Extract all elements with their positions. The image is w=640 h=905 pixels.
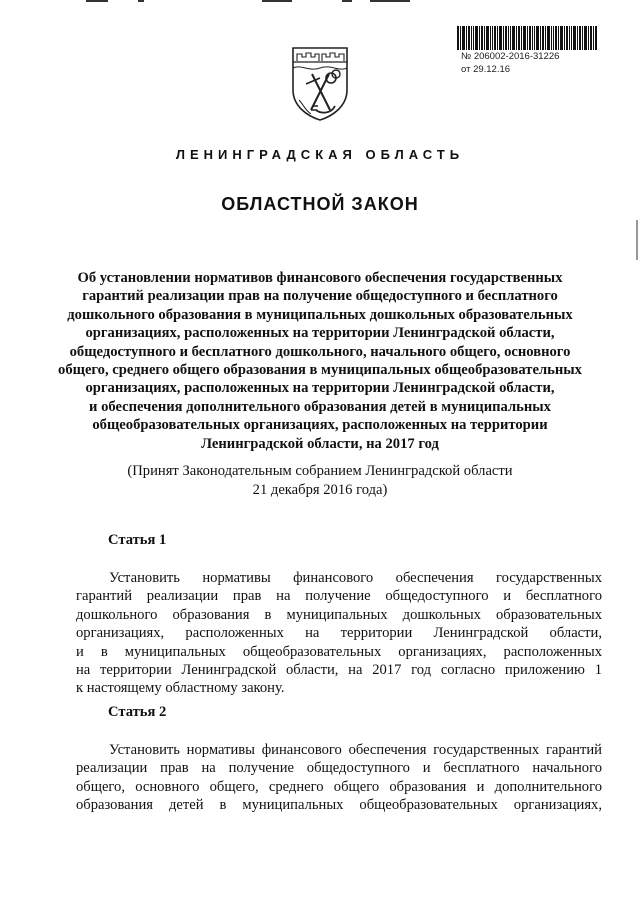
title-line: Ленинградской области, на 2017 год (201, 435, 439, 452)
article-1-body (76, 569, 602, 698)
title-line: общего, среднего общего образования в муниципальных общеобразовательных (58, 362, 582, 379)
article-line: общего, основного общего, среднего общего образования и дополнительного (76, 778, 602, 795)
article-line: Установить нормативы финансового обеспечения государственных гарантий (109, 742, 602, 758)
article-line: на территории Ленинградской области, на 2017 год согласно приложению 1 (76, 662, 602, 679)
article-line: организациях, расположенных на территории Ленинградской области, (76, 625, 602, 642)
registration-date: от 29.12.16 (461, 64, 511, 75)
scan-artifact (370, 0, 410, 2)
article-line: гарантий реализации прав на получение общедоступного и бесплатного (76, 588, 602, 605)
scan-artifact (138, 0, 144, 2)
title-line: гарантий реализации прав на получение общедоступного и бесплатного (82, 288, 558, 305)
scan-artifact (342, 0, 352, 2)
article-line: и в муниципальных общеобразовательных организациях, расположенных (76, 643, 602, 660)
article-line: дошкольного образования в муниципальных дошкольных образовательных (76, 606, 602, 623)
scan-artifact (636, 220, 638, 260)
adoption-line: (Принят Законодательным собранием Ленинградской области (127, 463, 513, 479)
document-type: ОБЛАСТНОЙ ЗАКОН (221, 194, 419, 214)
registration-block (457, 26, 597, 76)
title-line: организациях, расположенных на территории Ленинградской области, (85, 380, 555, 397)
article-2-heading: Статья 2 (108, 704, 167, 720)
title-line: организациях, расположенных на территории Ленинградской области, (85, 325, 555, 342)
region-name: ЛЕНИНГРАДСКАЯ ОБЛАСТЬ (175, 147, 465, 162)
title-line: Об установлении нормативов финансового обеспечения государственных (77, 270, 563, 286)
article-line: реализации прав на получение общедоступного и бесплатного начального (76, 760, 602, 777)
title-line: общедоступного и бесплатного дошкольного, начального общего, основного (69, 343, 571, 360)
adoption-line: 21 декабря 2016 года) (252, 482, 388, 498)
barcode-icon (457, 26, 597, 50)
title-line: дошкольного образования в муниципальных дошкольных образовательных (67, 306, 573, 323)
scan-artifact (262, 0, 292, 2)
title-line: общеобразовательных организациях, расположенных на территории (92, 417, 548, 434)
adoption-note (0, 462, 640, 500)
article-1-heading: Статья 1 (108, 532, 167, 548)
registration-number: № 206002-2016-31226 (461, 51, 560, 62)
scan-artifact (86, 0, 108, 2)
article-line: Установить нормативы финансового обеспечения государственных (109, 570, 602, 586)
leningrad-oblast-coat-of-arms-icon (289, 44, 351, 122)
article-line: образования детей в муниципальных общеобразовательных организациях, (76, 797, 602, 814)
article-2-body (76, 741, 602, 815)
title-line: и обеспечения дополнительного образования детей в муниципальных (89, 398, 551, 415)
law-title (50, 269, 590, 453)
article-line: к настоящему областному закону. (76, 680, 285, 697)
